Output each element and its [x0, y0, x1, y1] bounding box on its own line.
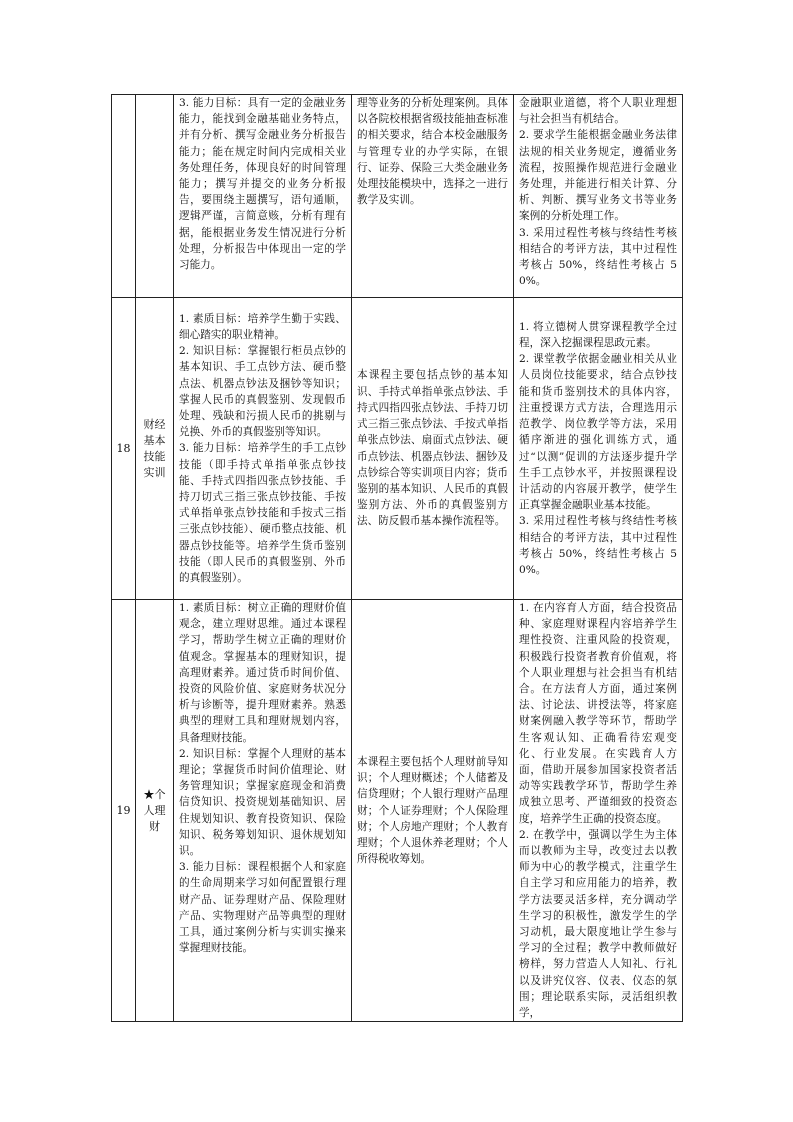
course-content-cell	[352, 600, 514, 1022]
curriculum-table	[111, 94, 683, 1022]
table-row	[112, 600, 683, 1022]
goal-paragraph: 1. 素质目标：培养学生勤于实践、细心踏实的职业精神。	[179, 312, 346, 341]
table-row	[112, 95, 683, 298]
content-paragraph: 本课程主要包括点钞的基本知识、手持式单指单张点钞法、手持式四指四张点钞法、手持刀切式三指三张点钞法、手按式单指单张点钞法、扇面式点钞法、硬币点钞法、机器点钞法、捆钞及点钞综合等实训项目内容；货币鉴别的基本知识、人民币的真假鉴别方法、外币的真假鉴别方法、防反假币基本操作流程等。	[357, 369, 508, 528]
goal-paragraph: 2. 知识目标：掌握银行柜员点钞的基本知识、手工点钞方法、硬币整点法、机器点钞法及捆钞等知识；掌握人民币的真假鉴别、发现假币处理、残缺和污损人民币的挑剔与兑换、外币的真假鉴别等知识。	[179, 345, 346, 439]
requirement-paragraph: 2. 要求学生能根据金融业务法律法规的相关业务规定，遵循业务流程，按照操作规范进行金融业务处理，并能进行相关计算、分析、判断、撰写业务文书等业务案例的分析处理工作。	[519, 129, 677, 223]
teaching-requirements-cell	[514, 298, 683, 600]
course-content-cell	[352, 95, 514, 298]
course-goals-cell	[174, 600, 352, 1022]
goal-paragraph: 3. 能力目标：课程根据个人和家庭的生命周期来学习如何配置银行理财产品、证券理财产品、保险理财产品、实物理财产品等典型的理财工具，通过案例分析与实训实操来掌握理财技能。	[179, 861, 346, 955]
course-name-cell	[136, 600, 174, 1022]
requirement-paragraph: 3. 采用过程性考核与终结性考核相结合的考评方法，其中过程性考核占 50%，终结性考核占 50%。	[519, 226, 677, 288]
teaching-requirements-cell	[514, 600, 683, 1022]
requirement-paragraph: 金融职业道德，将个人职业理想与社会担当有机结合。	[519, 97, 677, 126]
row-number-cell	[112, 95, 136, 298]
course-content-cell	[352, 298, 514, 600]
goal-paragraph: 2. 知识目标：掌握个人理财的基本理论；掌握货币时间价值理论、财务管理知识；掌握家庭现金和消费信贷知识、投资规划基础知识、居住规划知识、教育投资知识、保险知识、税务筹划知识、退休规划知识。	[179, 747, 346, 858]
content-paragraph: 理等业务的分析处理案例。具体以各院校根据省级技能抽查标准的相关要求，结合本校金融服务与管理专业的办学实际，在银行、证券、保险三大类金融业务处理技能模块中，选择之一进行教学及实训。	[357, 97, 508, 207]
course-name-cell	[136, 95, 174, 298]
goal-paragraph: 3. 能力目标：培养学生的手工点钞技能（即手持式单指单张点钞技能、手持式四指四张点钞技能、手持刀切式三指三张点钞技能、手按式单指单张点钞技能和手按式三指三张点钞技能）、硬币整点技能、机器点钞技能等。培养学生货币鉴别技能（即人民币的真假鉴别、外币的真假鉴别）。	[179, 442, 346, 585]
requirement-paragraph: 3. 采用过程性考核与终结性考核相结合的考评方法，其中过程性考核占 50%，终结性考核占 50%。	[519, 515, 677, 576]
requirement-paragraph: 1. 在内容育人方面，结合投资品种、家庭理财课程内容培养学生理性投资、注重风险的投资观，积极践行投资者教育价值观，将个人职业理想与社会担当有机结合。在方法育人方面，通过案例法、讨论法、讲授法等，将家庭财案例融入教学等环节，帮助学生客观认知、正确看待宏观变化、行业发展。在实践育人方面，借助开展参加国家投资者活动等实践教学环节，帮助学生养成独立思考、严谨细致的投资态度，培养学生正确的投资态度。	[519, 602, 677, 825]
row-number-cell: 19	[112, 600, 136, 1022]
requirement-paragraph: 2. 课堂教学依据金融业相关从业人员岗位技能要求，结合点钞技能和货币鉴别技术的具体内容，注重授课方式方法，合理选用示范教学、岗位教学等方法，采用循序渐进的强化训练方式，通过“以测”促训的方法逐步提升学生手工点钞水平，并按照课程设计活动的内容展开教学，使学生正真掌握金融职业基本技能。	[519, 353, 677, 512]
course-name-cell	[136, 298, 174, 600]
course-name: 财经基本技能实训	[143, 417, 166, 479]
teaching-requirements-cell	[514, 95, 683, 298]
row-number-cell: 18	[112, 298, 136, 600]
course-name: ★个人理财	[143, 787, 166, 833]
table-row	[112, 298, 683, 600]
content-paragraph: 本课程主要包括个人理财前导知识；个人理财概述；个人储蓄及信贷理财；个人银行理财产品理财；个人证券理财；个人保险理财；个人房地产理财；个人教育理财；个人退休养老理财；个人所得税收筹划。	[357, 755, 508, 866]
goal-paragraph: 1. 素质目标：树立正确的理财价值观念，建立理财思维。通过本课程学习，帮助学生树立正确的理财价值观念。掌握基本的理财知识，提高理财素养。通过货币时间价值、投资的风险价值、家庭财务状况分析与诊断等，提升理财素养。熟悉典型的理财工具和理财规划内容，具备理财技能。	[179, 602, 346, 744]
goal-paragraph: 3. 能力目标：具有一定的金融业务能力，能找到金融基础业务特点，并有分析、撰写金融业务分析报告能力；能在规定时间内完成相关业务处理任务，体现良好的时间管理能力；撰写并提交的业务分析报告，要围绕主题撰写，语句通顺，逻辑严谨，言简意赅，分析有理有据，能根据业务发生情况进行分析处理，分析报告中体现出一定的学习能力。	[179, 97, 346, 272]
course-goals-cell	[174, 298, 352, 600]
requirement-paragraph: 2. 在教学中，强调以学生为主体而以教师为主导，改变过去以教师为中心的教学模式，注重学生自主学习和应用能力的培养，教学方法要灵活多样，充分调动学生学习的积极性，激发学生的学习动机，最大限度地让学生参与学习的全过程；教学中教师做好榜样，努力营造人人知礼、行礼以及讲究仪容、仪表、仪态的氛围；理论联系实际，灵活组织教学，	[519, 828, 677, 1020]
course-goals-cell	[174, 95, 352, 298]
requirement-paragraph: 1. 将立德树人贯穿课程教学全过程，深入挖掘课程思政元素。	[519, 320, 677, 350]
